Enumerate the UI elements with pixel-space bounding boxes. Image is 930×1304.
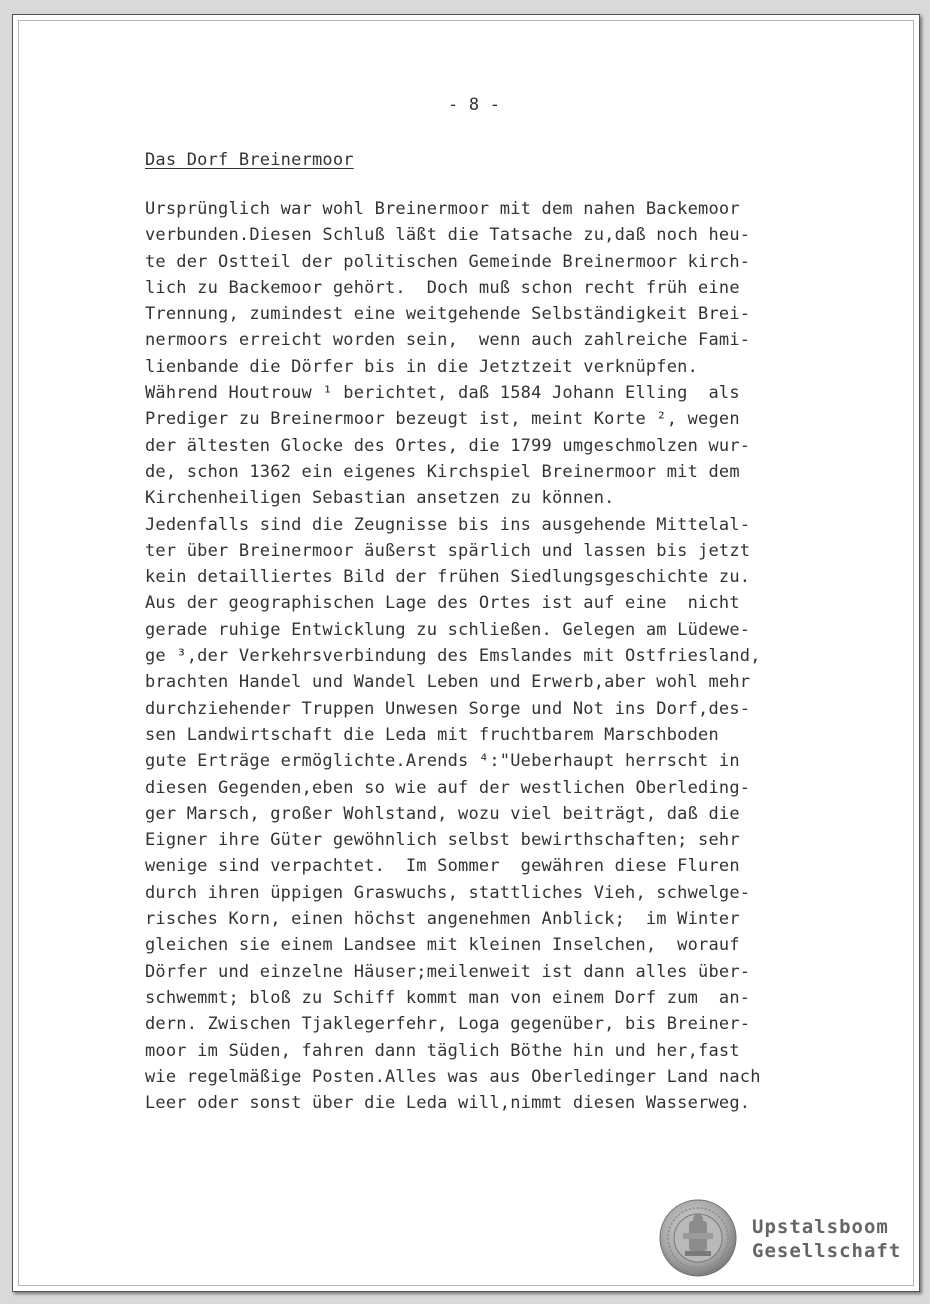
society-logo-text <box>752 1215 901 1263</box>
text-line: kein detailliertes Bild der frühen Siedlungsgeschichte zu. <box>145 567 751 588</box>
seal-icon <box>659 1199 737 1277</box>
text-line: Ursprünglich war wohl Breinermoor mit dem nahen Backemoor <box>145 199 740 219</box>
text-line: te der Ostteil der politischen Gemeinde Breinermoor kirch- <box>145 251 751 272</box>
text-line: gerade ruhige Entwicklung zu schließen. Gelegen am Lüdewe- <box>145 619 751 640</box>
text-line: durchziehender Truppen Unwesen Sorge und Not ins Dorf,des- <box>145 698 751 719</box>
society-name-line2: Gesellschaft <box>752 1240 902 1262</box>
section-heading: Das Dorf Breinermoor <box>145 150 354 170</box>
text-line: der ältesten Glocke des Ortes, die 1799 umgeschmolzen wur- <box>145 435 751 456</box>
text-line: moor im Süden, fahren dann täglich Böthe hin und her,fast <box>145 1040 740 1061</box>
page-number: - 8 - <box>448 95 501 115</box>
text-line: verbunden.Diesen Schluß läßt die Tatsache zu,daß noch heu- <box>145 225 751 246</box>
society-name-line1: Upstalsboom <box>752 1216 889 1238</box>
text-line: dern. Zwischen Tjaklegerfehr, Loga gegenüber, bis Breiner- <box>145 1014 751 1035</box>
text-line: gute Erträge ermöglichte.Arends ⁴:"Ueberhaupt herrscht in <box>145 751 740 772</box>
text-line: ge ³,der Verkehrsverbindung des Emslandes mit Ostfriesland, <box>145 646 761 667</box>
text-line: brachten Handel und Wandel Leben und Erwerb,aber wohl mehr <box>145 672 751 693</box>
text-line: Jedenfalls sind die Zeugnisse bis ins ausgehende Mittelal- <box>145 514 751 535</box>
text-line: gleichen sie einem Landsee mit kleinen Inselchen, worauf <box>145 935 740 956</box>
text-line: lich zu Backemoor gehört. Doch muß schon recht früh eine <box>145 277 740 298</box>
text-line: sen Landwirtschaft die Leda mit fruchtbarem Marschboden <box>145 724 719 745</box>
text-line: de, schon 1362 ein eigenes Kirchspiel Breinermoor mit dem <box>145 461 740 482</box>
text-line: wenige sind verpachtet. Im Sommer gewähren diese Fluren <box>145 856 740 877</box>
text-line: Aus der geographischen Lage des Ortes ist auf eine nicht <box>145 593 740 614</box>
text-line: schwemmt; bloß zu Schiff kommt man von einem Dorf zum an- <box>145 987 751 1008</box>
text-line: wie regelmäßige Posten.Alles was aus Oberledinger Land nach <box>145 1066 761 1087</box>
text-line: lienbande die Dörfer bis in die Jetztzeit verknüpfen. <box>145 356 699 377</box>
text-line: durch ihren üppigen Graswuchs, stattliches Vieh, schwelge- <box>145 882 751 903</box>
text-line: Dörfer und einzelne Häuser;meilenweit ist dann alles über- <box>145 961 751 982</box>
text-line: ter über Breinermoor äußerst spärlich und lassen bis jetzt <box>145 540 751 561</box>
text-line: ger Marsch, großer Wohlstand, wozu viel beiträgt, daß die <box>145 803 740 824</box>
text-line: Während Houtrouw ¹ berichtet, daß 1584 Johann Elling als <box>145 383 740 404</box>
text-line: Leer oder sonst über die Leda will,nimmt diesen Wasserweg. <box>145 1093 751 1114</box>
text-line: Trennung, zumindest eine weitgehende Selbständigkeit Brei- <box>145 304 751 325</box>
body-text <box>145 196 761 1116</box>
text-line: diesen Gegenden,eben so wie auf der westlichen Oberleding- <box>145 777 751 798</box>
text-line: Kirchenheiligen Sebastian ansetzen zu können. <box>145 488 615 509</box>
text-line: nermoors erreicht worden sein, wenn auch zahlreiche Fami- <box>145 330 751 351</box>
text-line: Prediger zu Breinermoor bezeugt ist, meint Korte ², wegen <box>145 409 740 430</box>
text-line: Eigner ihre Güter gewöhnlich selbst bewirthschaften; sehr <box>145 830 740 851</box>
text-line: risches Korn, einen höchst angenehmen Anblick; im Winter <box>145 909 740 930</box>
